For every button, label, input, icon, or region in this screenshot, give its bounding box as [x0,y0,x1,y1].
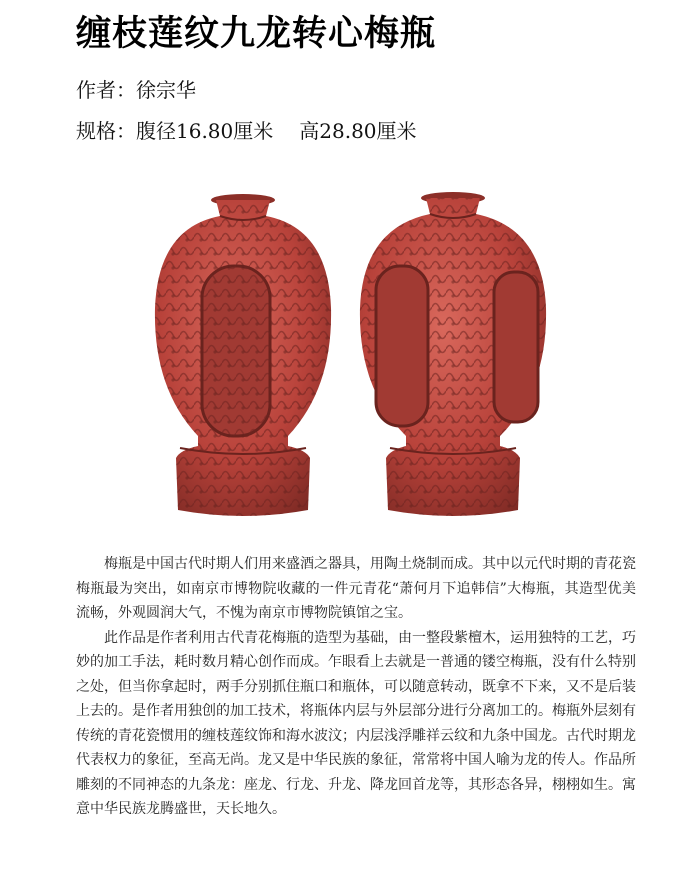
left-vase [155,194,331,516]
right-vase [360,192,546,516]
paragraph-1: 梅瓶是中国古代时期人们用来盛酒之器具，用陶土烧制而成。其中以元代时期的青花瓷梅瓶最为突出，如南京市博物院收藏的一件元青花“萧何月下追韩信”大梅瓶，其造型优美流畅，外观圆润大气，不愧为南京市博物院镇馆之宝。 [76,556,636,621]
author-line [76,74,196,103]
page-title: 缠枝莲纹九龙转心梅瓶 [76,14,437,54]
description-text [76,552,636,822]
spec-line [76,115,417,144]
author-name: 徐宗华 [136,78,196,102]
paragraph-2: 此作品是作者利用古代青花梅瓶的造型为基础，由一整段紫檀木，运用独特的工艺，巧妙的加工手法，耗时数月精心创作而成。乍眼看上去就是一普通的镂空梅瓶，没有什么特别之处，但当你拿起时，两手分别抓住瓶口和瓶体，可以随意转动，既拿不下来，又不是后装上去的。是作者用独创的加工技术，将瓶体内层与外层部分进行分离加工的。梅瓶外层刻有传统的青花瓷惯用的缠枝莲纹饰和海水波汶；内层浅浮雕祥云纹和九条中国龙。古代时期龙代表权力的象征，至高无尚。龙又是中华民族的象征，常常将中国人喻为龙的传人。作品所雕刻的不同神态的九条龙：座龙、行龙、升龙、降龙回首龙等，其形态各异，栩栩如生。寓意中华民族龙腾盛世，天长地久。 [76,629,636,817]
vase-photo [138,188,558,528]
spec-height: 高28.80厘米 [299,119,417,143]
spec-diameter: 腹径16.80厘米 [136,119,274,143]
author-label: 作者： [76,78,136,102]
spec-label: 规格： [76,119,136,143]
